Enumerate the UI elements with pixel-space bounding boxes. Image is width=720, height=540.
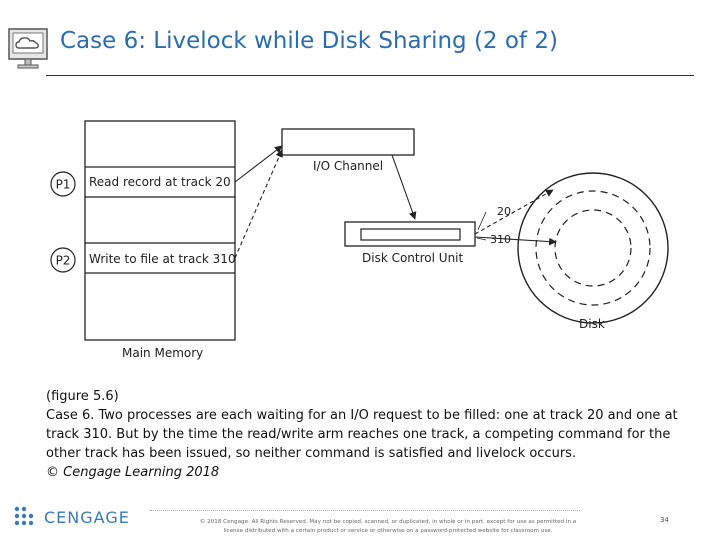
cengage-logo-text: CENGAGE <box>44 507 130 527</box>
track-310-leader <box>477 238 486 240</box>
disk <box>518 173 668 323</box>
track-310-label: 310 <box>490 233 511 246</box>
disk-control-unit-label: Disk Control Unit <box>362 251 464 265</box>
slide-title: Case 6: Livelock while Disk Sharing (2 of 2) <box>60 28 558 54</box>
figure-reference: (figure 5.6) <box>46 389 119 404</box>
p1-request-arrow <box>235 146 282 182</box>
io-channel-box <box>282 129 414 155</box>
process-p1 <box>51 172 75 196</box>
disk-control-unit-slot <box>361 229 460 240</box>
caption-line-3: other track has been issued, so neither command is satisfied and livelock occurs. <box>46 446 577 461</box>
channel-to-control-arrow <box>392 155 415 219</box>
p2-request-arrow <box>235 150 282 258</box>
footer-divider <box>150 510 580 511</box>
figure-caption <box>46 387 686 482</box>
process-p2 <box>51 248 75 272</box>
cengage-logo <box>12 505 130 529</box>
track-20-label: 20 <box>497 205 511 218</box>
page-number: 34 <box>660 516 669 524</box>
copyright-line-1: © 2018 Cengage. All Rights Reserved. May not be copied, scanned, or duplicated, in whole or in part, except for use as permitted in a <box>199 519 577 525</box>
track-20-leader <box>478 212 486 230</box>
disk-label: Disk <box>579 317 605 331</box>
caption-line-1: Case 6. Two processes are each waiting for an I/O request to be filled: one at track 20 and one at <box>46 408 678 423</box>
read-record-label: Read record at track 20 <box>89 175 231 189</box>
caption-line-2: track 310. But by the time the read/write arm reaches one track, a competing command for the <box>46 427 671 442</box>
copyright-line-2: license distributed with a certain product or service or otherwise on a password-protected website for classroom use. <box>223 528 553 534</box>
process-p2-label: P2 <box>55 253 71 268</box>
main-memory <box>85 121 235 340</box>
io-channel-label: I/O Channel <box>313 159 384 173</box>
process-p1-label: P1 <box>55 177 71 192</box>
main-memory-label: Main Memory <box>122 346 204 360</box>
caption-credit: © Cengage Learning 2018 <box>46 465 220 480</box>
copyright-notice <box>198 518 578 536</box>
write-file-label: Write to file at track 310 <box>89 252 236 266</box>
cengage-logo-icon <box>12 505 38 529</box>
